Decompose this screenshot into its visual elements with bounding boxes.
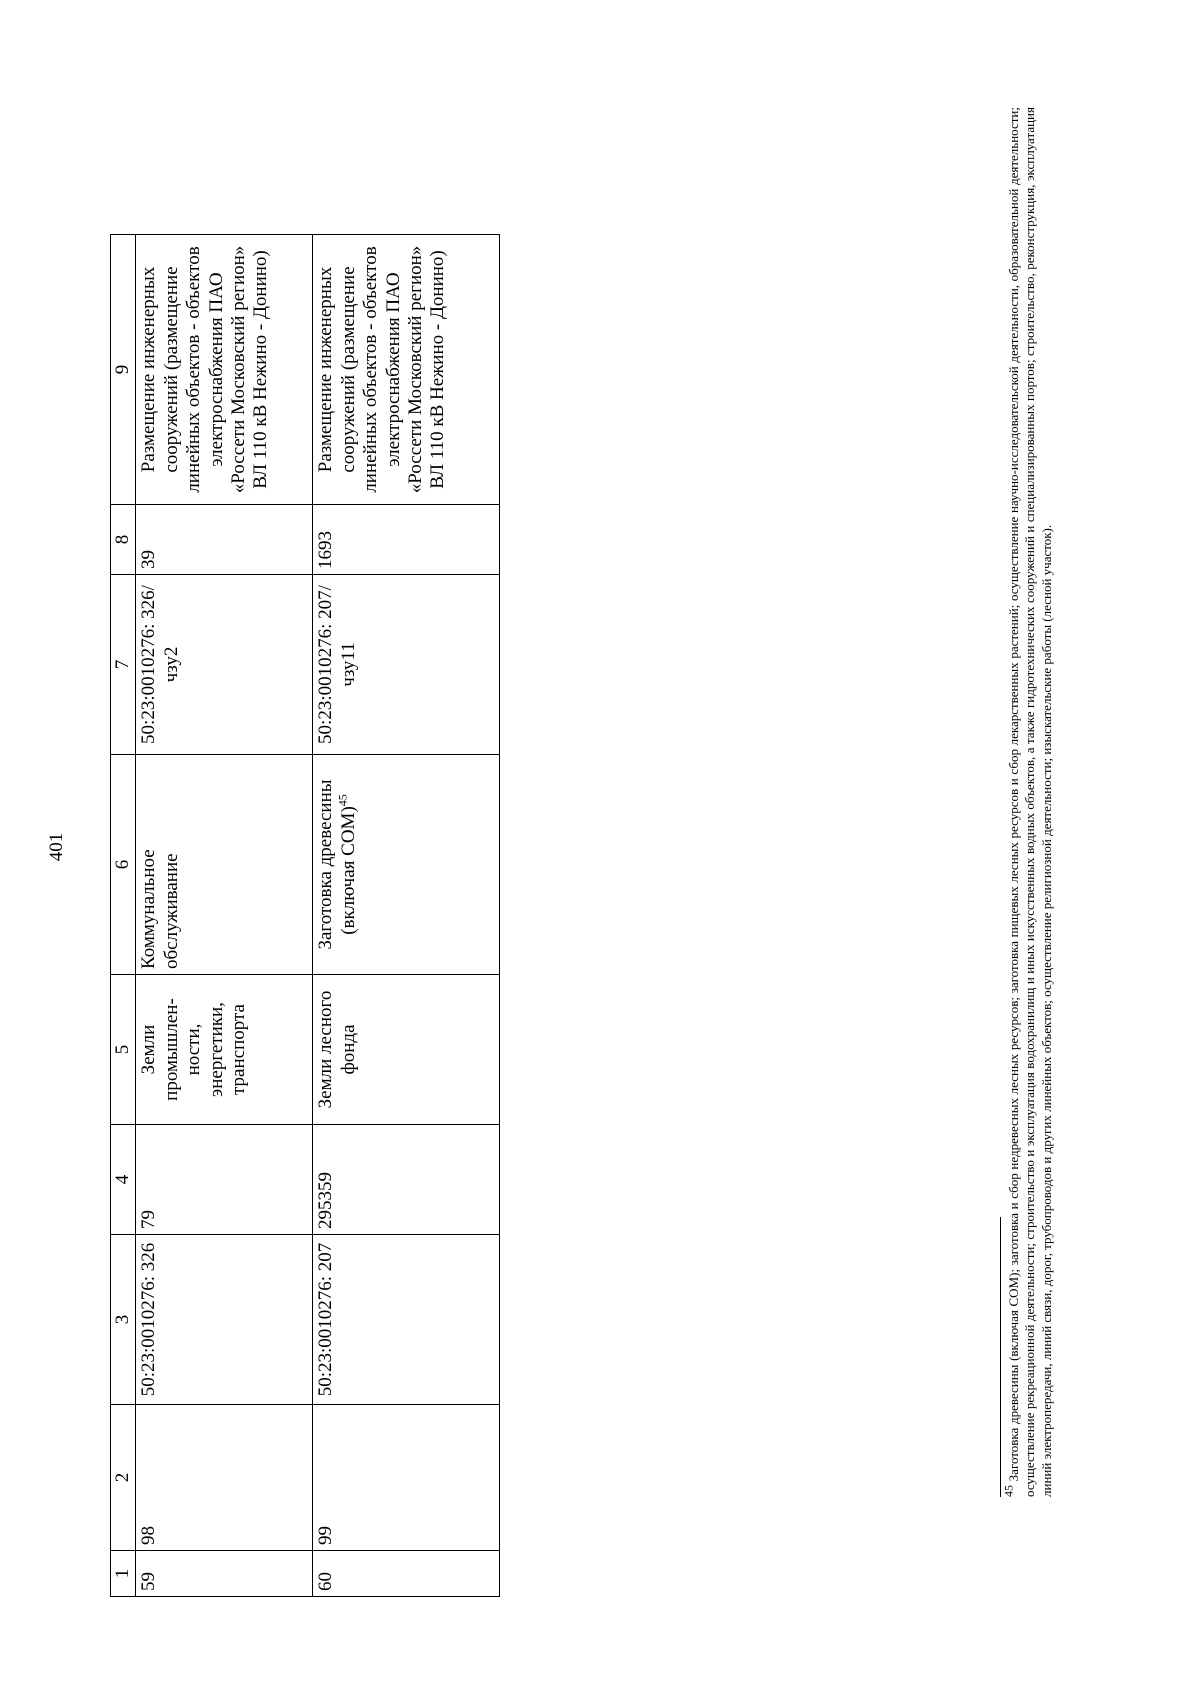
column-number-header: 2 xyxy=(111,1405,136,1551)
sub-plot-number-cell: 50:23:0010276: 326/чзу2 xyxy=(136,575,313,755)
column-number-header: 1 xyxy=(111,1551,136,1597)
permitted-use-cell xyxy=(136,755,313,975)
land-category-cell: Земли лесного фонда xyxy=(313,975,500,1125)
page-number: 401 xyxy=(46,832,67,862)
table-header-row xyxy=(111,235,136,1597)
footnote xyxy=(1001,107,1055,1497)
column-number-header: 8 xyxy=(111,505,136,575)
footnote-reference: 45 xyxy=(335,794,350,807)
footnote-text: Заготовка древесины (включая СОМ); заготовка и сбор недревесных лесных ресурсов; заготовка пищевых лесных ресурсов и сбор лекарственных растений; осуществление научно-исследовательской деятельности, образовательной деятельности; осуществление рекреационной деятельности; строительство и эксплуатация водохранилищ и иных искусственных водных объектов, а также гидротехнических сооружений и специализированных портов; строительство, реконструкция, эксплуатация линий электропередачи, линий связи, дорог, трубопроводов и других линейных объектов; осуществление религиозной деятельности; изыскательские работы (лесной участок). xyxy=(1006,107,1054,1497)
permitted-use-text: Заготовка древесины (включая СОМ) xyxy=(315,779,359,950)
row-index-cell: 60 xyxy=(313,1551,500,1597)
item-number-cell: 98 xyxy=(136,1405,313,1551)
land-plots-table xyxy=(110,234,500,1597)
purpose-cell: Размещение инженерных сооружений (размещение линейных объектов - объектов электроснабжения ПАО «Россети Московский регион» ВЛ 110 кВ Нежино - Донино) xyxy=(313,235,500,505)
sub-plot-area-cell: 1693 xyxy=(313,505,500,575)
sub-plot-number-cell: 50:23:0010276: 207/чзу11 xyxy=(313,575,500,755)
purpose-cell: Размещение инженерных сооружений (размещение линейных объектов - объектов электроснабжения ПАО «Россети Московский регион» ВЛ 110 кВ Нежино - Донино) xyxy=(136,235,313,505)
land-category-cell: Земли промышлен- ности, энергетики, транспорта xyxy=(136,975,313,1125)
cadastral-number-cell: 50:23:0010276: 207 xyxy=(313,1235,500,1405)
column-number-header: 9 xyxy=(111,235,136,505)
item-number-cell: 99 xyxy=(313,1405,500,1551)
footnote-separator xyxy=(1000,1217,1001,1497)
column-number-header: 3 xyxy=(111,1235,136,1405)
column-number-header: 4 xyxy=(111,1125,136,1235)
table-row xyxy=(136,235,313,1597)
table-row xyxy=(313,235,500,1597)
column-number-header: 7 xyxy=(111,575,136,755)
sub-plot-area-cell: 39 xyxy=(136,505,313,575)
column-number-header: 5 xyxy=(111,975,136,1125)
row-index-cell: 59 xyxy=(136,1551,313,1597)
footnote-mark: 45 xyxy=(1001,1485,1016,1497)
area-cell: 79 xyxy=(136,1125,313,1235)
cadastral-number-cell: 50:23:0010276: 326 xyxy=(136,1235,313,1405)
column-number-header: 6 xyxy=(111,755,136,975)
area-cell: 295359 xyxy=(313,1125,500,1235)
permitted-use-text: Коммунальное обслуживание xyxy=(138,849,182,969)
permitted-use-cell xyxy=(313,755,500,975)
